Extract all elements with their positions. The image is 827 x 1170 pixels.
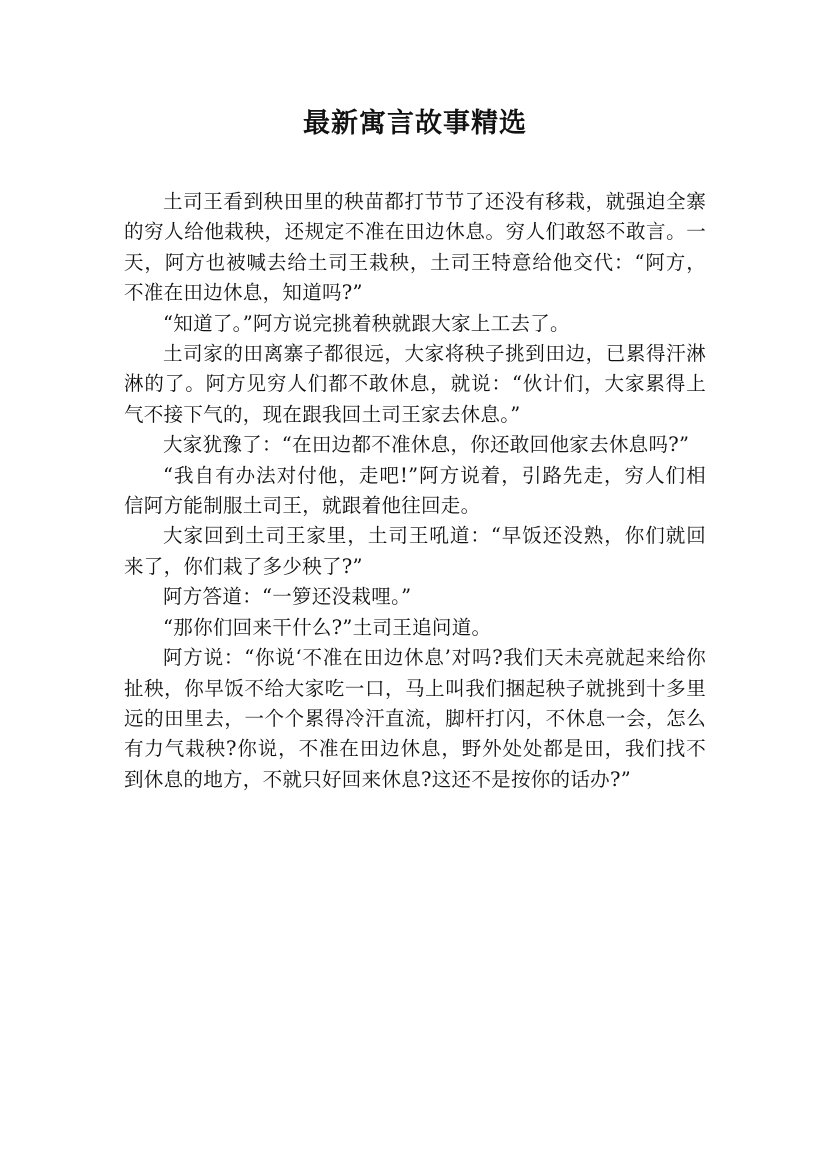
paragraph: “我自有办法对付他，走吧!”阿方说着，引路先走，穷人们相信阿方能制服土司王，就跟着他往回走。 (124, 463, 706, 518)
paragraph: 土司王看到秧田里的秧苗都打节节了还没有移栽，就强迫全寨的穷人给他栽秧，还规定不准在田边休息。穷人们敢怒不敢言。一天，阿方也被喊去给土司王栽秧，土司王特意给他交代：“阿方，不准在田边休息，知道吗?” (124, 190, 706, 305)
paragraph: “知道了。”阿方说完挑着秧就跟大家上工去了。 (163, 311, 570, 335)
paragraph: 阿方答道：“一箩还没栽哩。” (163, 585, 412, 609)
paragraph: 大家犹豫了：“在田边都不准休息，你还敢回他家去休息吗?” (163, 433, 690, 457)
document-body (124, 187, 706, 795)
paragraph: 大家回到土司王家里，土司王吼道：“早饭还没熟，你们就回来了，你们栽了多少秧了?” (124, 524, 706, 578)
paragraph: 阿方说：“你说‘不准在田边休息’对吗?我们天未亮就起来给你扯秧，你早饭不给大家吃一口，马上叫我们捆起秧子就挑到十多里远的田里去，一个个累得冷汗直流，脚杆打闪，不休息一会，怎么有力气栽秧?你说，不准在田边休息，野外处处都是田，我们找不到休息的地方，不就只好回来休息?这还不是按你的话办?” (124, 646, 706, 791)
document-page (124, 0, 706, 795)
paragraph: 土司家的田离寨子都很远，大家将秧子挑到田边，已累得汗淋淋的了。阿方见穷人们都不敢休息，就说：“伙计们，大家累得上气不接下气的，现在跟我回土司王家去休息。” (124, 342, 706, 426)
paragraph: “那你们回来干什么?”土司王追问道。 (163, 615, 492, 639)
document-title: 最新寓言故事精选 (303, 108, 527, 139)
